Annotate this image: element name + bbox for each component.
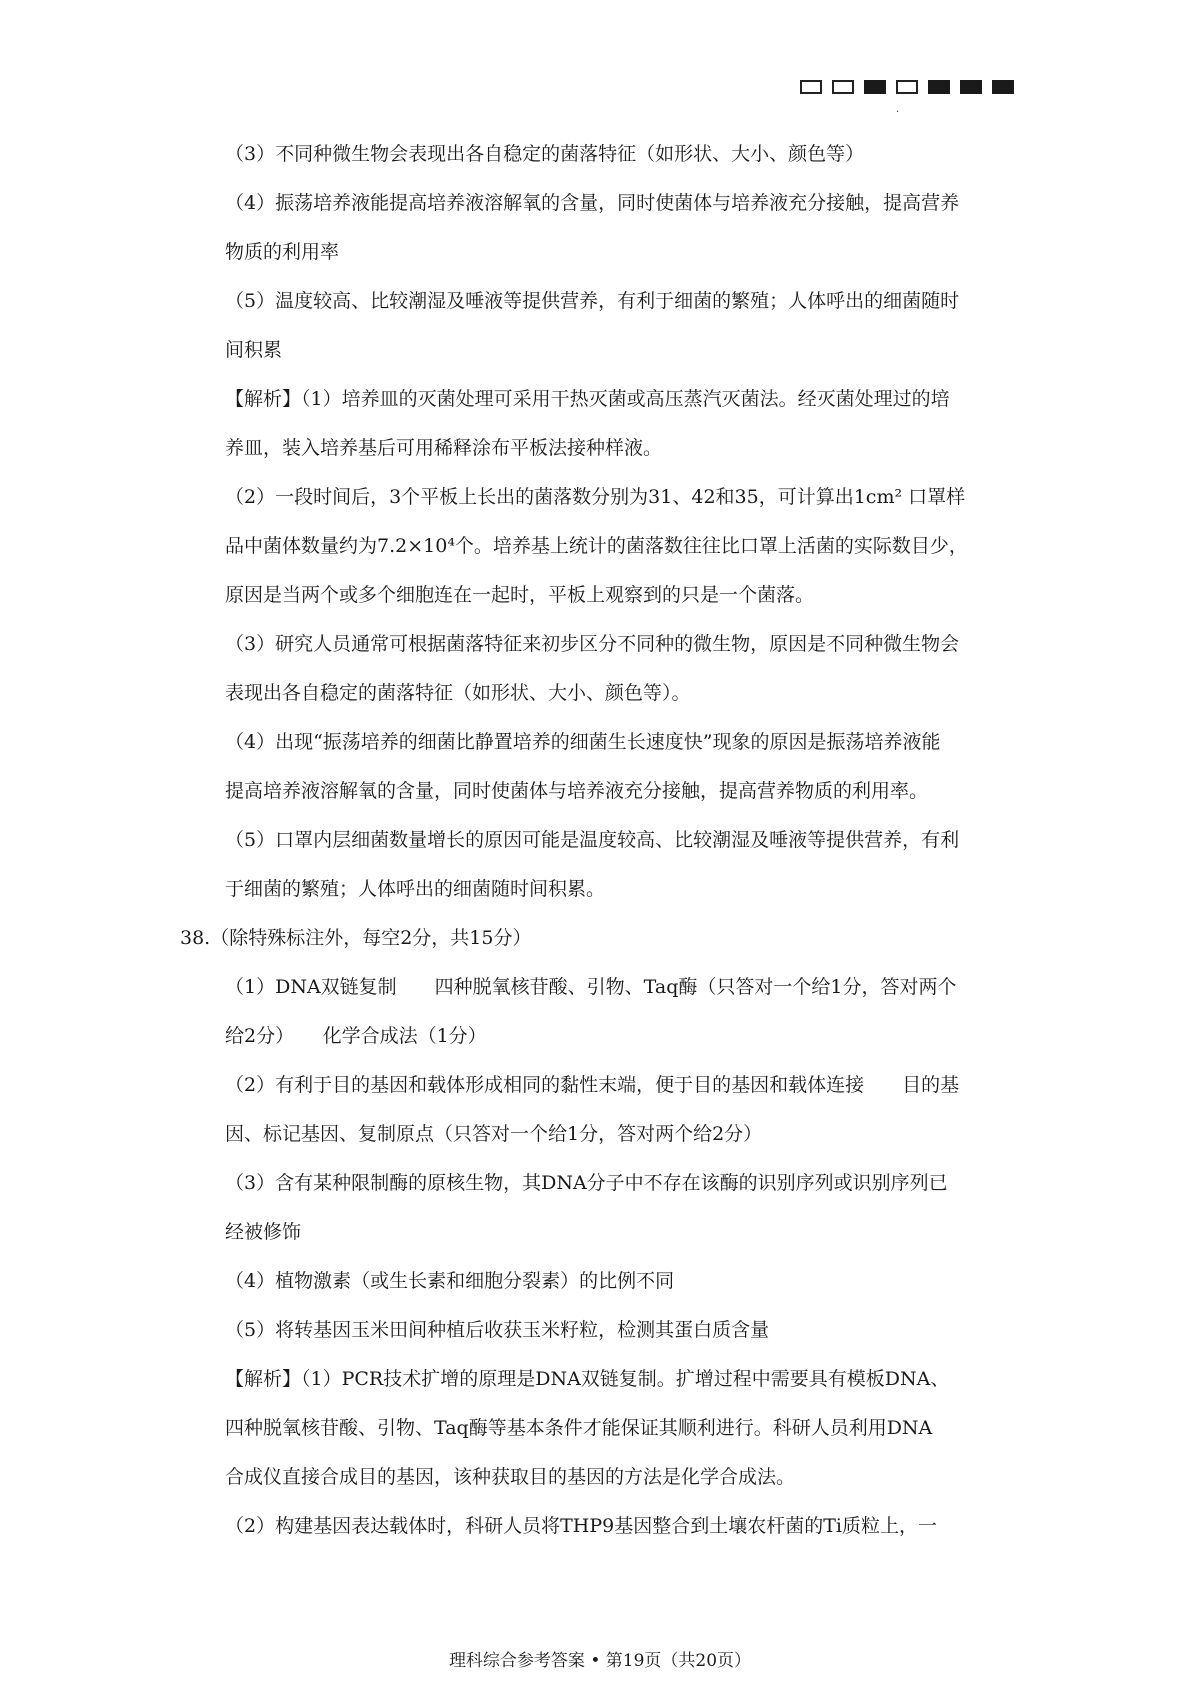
header-mark-filled [864, 80, 886, 94]
text-line: （1）DNA双链复制 四种脱氧核苷酸、引物、Taq酶（只答对一个给1分，答对两个 [225, 976, 957, 998]
text-line: 合成仪直接合成目的基因，该种获取目的基因的方法是化学合成法。 [225, 1466, 796, 1488]
text-line: （4）出现“振荡培养的细菌比静置培养的细菌生长速度快”现象的原因是振荡培养液能 [225, 731, 941, 753]
text-line: （3）研究人员通常可根据菌落特征来初步区分不同种的微生物，原因是不同种微生物会 [225, 633, 960, 655]
text-line: 品中菌体数量约为7.2×10⁴个。培养基上统计的菌落数往往比口罩上活菌的实际数目少， [225, 535, 968, 557]
text-line: （2）构建基因表达载体时，科研人员将THP9基因整合到土壤农杆菌的Ti质粒上，一 [225, 1515, 937, 1537]
text-line: （5）温度较高、比较潮湿及唾液等提供营养，有利于细菌的繁殖；人体呼出的细菌随时 [225, 290, 960, 312]
text-line: （2）一段时间后，3个平板上长出的菌落数分别为31、42和35，可计算出1cm² 口罩样 [225, 486, 966, 508]
text-line: 养皿，装入培养基后可用稀释涂布平板法接种样液。 [225, 437, 663, 459]
header-mark-filled [992, 80, 1014, 94]
text-line: （3）含有某种限制酶的原核生物，其DNA分子中不存在该酶的识别序列或识别序列已 [225, 1172, 948, 1194]
text-line: 【解析】（1）培养皿的灭菌处理可采用干热灭菌或高压蒸汽灭菌法。经灭菌处理过的培 [225, 388, 950, 410]
text-line: （2）有利于目的基因和载体形成相同的黏性末端，便于目的基因和载体连接 目的基 [225, 1074, 960, 1096]
page-footer: 理科综合参考答案 • 第19页（共20页） [448, 1651, 752, 1671]
text-line: 于细菌的繁殖；人体呼出的细菌随时间积累。 [225, 878, 606, 900]
text-line: 38.（除特殊标注外，每空2分，共15分） [180, 927, 532, 949]
text-line: 间积累 [225, 339, 283, 361]
text-line: 四种脱氧核苷酸、引物、Taq酶等基本条件才能保证其顺利进行。科研人员利用DNA [225, 1417, 933, 1439]
text-line: 【解析】（1）PCR技术扩增的原理是DNA双链复制。扩增过程中需要具有模板DNA、 [225, 1368, 950, 1390]
text-line: （3）不同种微生物会表现出各自稳定的菌落特征（如形状、大小、颜色等） [225, 143, 865, 165]
header-mark-open [896, 80, 918, 94]
text-line: 物质的利用率 [225, 241, 340, 263]
text-line: （4）振荡培养液能提高培养液溶解氧的含量，同时使菌体与培养液充分接触，提高营养 [225, 192, 960, 214]
header-dot: . [896, 104, 900, 115]
header-mark-filled [928, 80, 950, 94]
text-line: （5）将转基因玉米田间种植后收获玉米籽粒，检测其蛋白质含量 [225, 1319, 770, 1341]
text-line: （4）植物激素（或生长素和细胞分裂素）的比例不同 [225, 1270, 675, 1292]
text-line: 原因是当两个或多个细胞连在一起时，平板上观察到的只是一个菌落。 [225, 584, 815, 606]
header-mark-filled [960, 80, 982, 94]
text-line: 因、标记基因、复制原点（只答对一个给1分，答对两个给2分） [225, 1123, 763, 1145]
text-line: 给2分） 化学合成法（1分） [225, 1025, 487, 1047]
text-line: 提高培养液溶解氧的含量，同时使菌体与培养液充分接触，提高营养物质的利用率。 [225, 780, 929, 802]
text-line: 表现出各自稳定的菌落特征（如形状、大小、颜色等）。 [225, 682, 691, 704]
header-mark-open [832, 80, 854, 94]
text-line: （5）口罩内层细菌数量增长的原因可能是温度较高、比较潮湿及唾液等提供营养，有利 [225, 829, 960, 851]
text-line: 经被修饰 [225, 1221, 302, 1243]
header-marks [800, 80, 1014, 94]
answer-body [180, 138, 1040, 1559]
header-mark-open [800, 80, 822, 94]
